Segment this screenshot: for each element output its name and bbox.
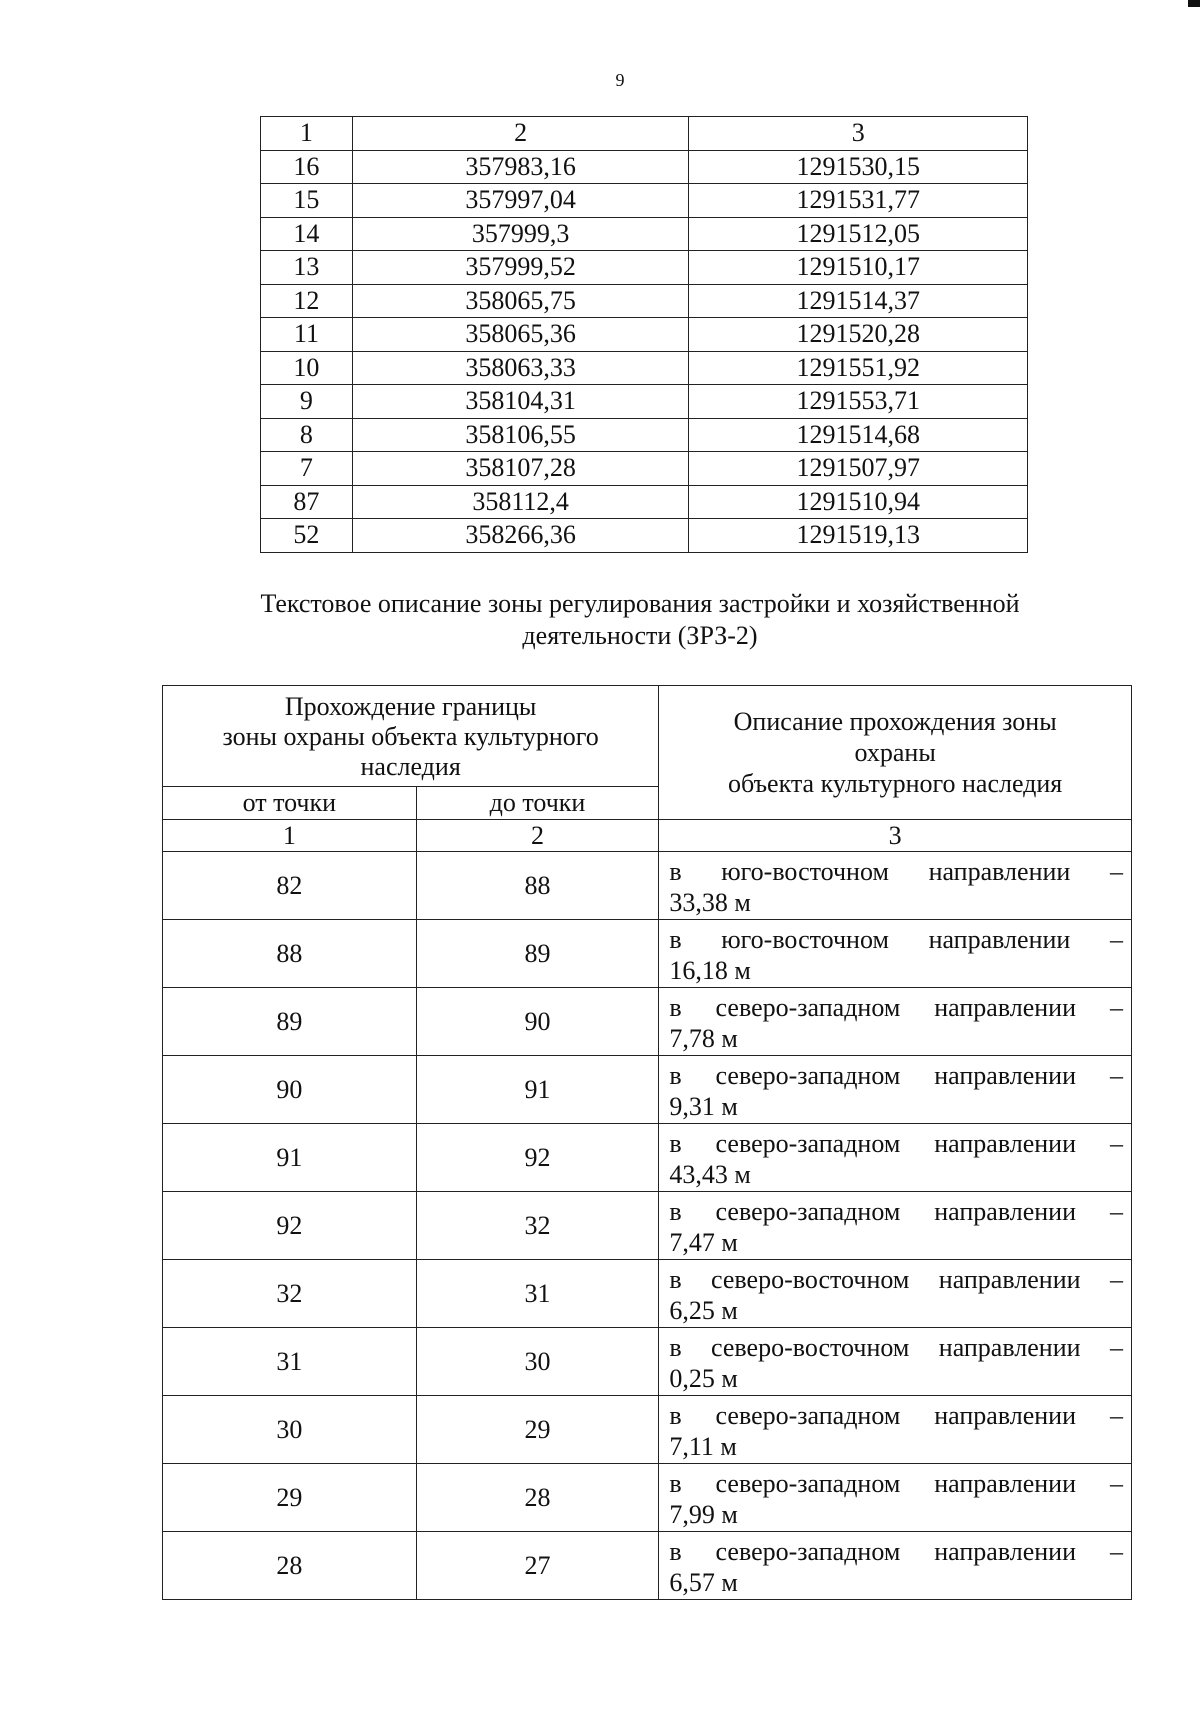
description-dash: – xyxy=(1109,1196,1123,1226)
description-dash: – xyxy=(1109,1060,1123,1090)
description-cell xyxy=(659,1396,1132,1464)
table-row xyxy=(261,284,1028,318)
description-direction: северо-западном xyxy=(715,1060,901,1090)
description-distance: 6,57 м xyxy=(669,1567,738,1597)
boundary-header-line: зоны охраны объекта культурного xyxy=(222,722,599,751)
description-word: направлении xyxy=(934,1468,1077,1498)
description-distance: 16,18 м xyxy=(669,955,751,985)
description-dash: – xyxy=(1109,924,1123,954)
description-distance: 0,25 м xyxy=(669,1363,738,1393)
description-cell xyxy=(659,1532,1132,1600)
description-dash: – xyxy=(1109,1332,1123,1362)
table-row xyxy=(261,251,1028,285)
to-point-cell: 30 xyxy=(416,1328,659,1396)
table-row xyxy=(261,385,1028,419)
description-preposition: в xyxy=(669,1332,682,1362)
to-point-cell: 91 xyxy=(416,1056,659,1124)
table-row xyxy=(163,1260,1132,1328)
description-cell xyxy=(659,852,1132,920)
description-dash: – xyxy=(1109,1468,1123,1498)
description-distance: 9,31 м xyxy=(669,1091,738,1121)
description-direction: северо-западном xyxy=(715,1536,901,1566)
description-dash: – xyxy=(1109,1128,1123,1158)
description-cell xyxy=(659,1124,1132,1192)
from-point-cell: 88 xyxy=(163,920,417,988)
description-word: направлении xyxy=(934,1128,1077,1158)
column-number-cell: 1 xyxy=(163,820,417,852)
description-direction: северо-западном xyxy=(715,992,901,1022)
y-coordinate-cell: 1291531,77 xyxy=(689,184,1028,218)
table-row xyxy=(163,920,1132,988)
description-distance: 7,78 м xyxy=(669,1023,738,1053)
description-direction: северо-западном xyxy=(715,1400,901,1430)
description-dash: – xyxy=(1109,1264,1123,1294)
y-coordinate-cell: 1291530,15 xyxy=(689,150,1028,184)
from-point-cell: 32 xyxy=(163,1260,417,1328)
description-dash: – xyxy=(1109,856,1123,886)
description-preposition: в xyxy=(669,1400,682,1430)
zone-boundary-table xyxy=(162,685,1132,1600)
table-row xyxy=(261,351,1028,385)
y-coordinate-cell: 1291520,28 xyxy=(689,318,1028,352)
boundary-header-cell xyxy=(163,686,659,787)
point-number-cell: 52 xyxy=(261,519,353,553)
table-row xyxy=(261,418,1028,452)
from-point-cell: 29 xyxy=(163,1464,417,1532)
point-number-cell: 14 xyxy=(261,217,353,251)
y-coordinate-cell: 1291510,94 xyxy=(689,485,1028,519)
description-line xyxy=(669,1536,1123,1567)
description-preposition: в xyxy=(669,1264,682,1294)
y-coordinate-cell: 1291519,13 xyxy=(689,519,1028,553)
description-dash: – xyxy=(1109,992,1123,1022)
description-line xyxy=(669,1128,1123,1159)
description-preposition: в xyxy=(669,1060,682,1090)
description-dash: – xyxy=(1109,1400,1123,1430)
point-number-cell: 16 xyxy=(261,150,353,184)
to-point-cell: 92 xyxy=(416,1124,659,1192)
from-point-header: от точки xyxy=(163,787,417,820)
point-number-cell: 15 xyxy=(261,184,353,218)
to-point-cell: 90 xyxy=(416,988,659,1056)
to-point-header: до точки xyxy=(416,787,659,820)
column-number-cell: 3 xyxy=(659,820,1132,852)
description-header-line: объекта культурного наследия xyxy=(728,769,1063,798)
description-line xyxy=(669,1332,1123,1363)
table-row xyxy=(163,1056,1132,1124)
x-coordinate-cell: 358063,33 xyxy=(352,351,689,385)
coordinates-table-body xyxy=(261,117,1028,553)
from-point-cell: 90 xyxy=(163,1056,417,1124)
table-row xyxy=(261,519,1028,553)
from-point-cell: 82 xyxy=(163,852,417,920)
point-number-cell: 9 xyxy=(261,385,353,419)
description-line xyxy=(669,1264,1123,1295)
to-point-cell: 29 xyxy=(416,1396,659,1464)
to-point-cell: 27 xyxy=(416,1532,659,1600)
x-coordinate-cell: 358107,28 xyxy=(352,452,689,486)
description-distance: 6,25 м xyxy=(669,1295,738,1325)
description-word: направлении xyxy=(934,1536,1077,1566)
x-coordinate-cell: 357999,52 xyxy=(352,251,689,285)
description-cell xyxy=(659,920,1132,988)
table-row xyxy=(163,1124,1132,1192)
description-cell xyxy=(659,988,1132,1056)
description-line xyxy=(669,1196,1123,1227)
description-line xyxy=(669,1060,1123,1091)
point-number-cell: 12 xyxy=(261,284,353,318)
table-row xyxy=(261,452,1028,486)
from-point-cell: 28 xyxy=(163,1532,417,1600)
coordinates-header-row xyxy=(261,117,1028,151)
description-word: направлении xyxy=(928,856,1071,886)
x-coordinate-cell: 357983,16 xyxy=(352,150,689,184)
x-coordinate-cell: 358266,36 xyxy=(352,519,689,553)
table-row xyxy=(261,184,1028,218)
description-cell xyxy=(659,1464,1132,1532)
coordinates-header-cell: 2 xyxy=(352,117,689,151)
description-preposition: в xyxy=(669,856,682,886)
description-direction: северо-восточном xyxy=(711,1264,910,1294)
table-row xyxy=(163,988,1132,1056)
point-number-cell: 11 xyxy=(261,318,353,352)
description-distance: 43,43 м xyxy=(669,1159,751,1189)
point-number-cell: 87 xyxy=(261,485,353,519)
description-distance: 33,38 м xyxy=(669,887,751,917)
coordinates-header-cell: 3 xyxy=(689,117,1028,151)
zone-title-line: Текстовое описание зоны регулирования застройки и хозяйственной xyxy=(260,589,1020,618)
description-cell xyxy=(659,1192,1132,1260)
description-word: направлении xyxy=(938,1332,1081,1362)
column-number-cell: 2 xyxy=(416,820,659,852)
column-number-row xyxy=(163,820,1132,852)
description-cell xyxy=(659,1056,1132,1124)
description-preposition: в xyxy=(669,992,682,1022)
table-row xyxy=(261,150,1028,184)
description-header-cell xyxy=(659,686,1132,820)
description-line xyxy=(669,1468,1123,1499)
description-distance: 7,47 м xyxy=(669,1227,738,1257)
description-preposition: в xyxy=(669,1468,682,1498)
description-preposition: в xyxy=(669,924,682,954)
description-direction: юго-восточном xyxy=(721,924,889,954)
description-dash: – xyxy=(1109,1536,1123,1566)
table-row xyxy=(163,1396,1132,1464)
table-row xyxy=(261,217,1028,251)
zone-header-row xyxy=(163,686,1132,787)
table-row xyxy=(261,485,1028,519)
point-number-cell: 10 xyxy=(261,351,353,385)
table-row xyxy=(163,1192,1132,1260)
table-row xyxy=(261,318,1028,352)
x-coordinate-cell: 358112,4 xyxy=(352,485,689,519)
from-point-cell: 30 xyxy=(163,1396,417,1464)
description-preposition: в xyxy=(669,1536,682,1566)
y-coordinate-cell: 1291507,97 xyxy=(689,452,1028,486)
x-coordinate-cell: 358065,36 xyxy=(352,318,689,352)
y-coordinate-cell: 1291514,68 xyxy=(689,418,1028,452)
coordinates-table xyxy=(260,116,1028,553)
from-point-cell: 92 xyxy=(163,1192,417,1260)
description-header-line: Описание прохождения зоны xyxy=(733,707,1057,736)
boundary-header-line: Прохождение границы xyxy=(284,692,537,721)
description-word: направлении xyxy=(938,1264,1081,1294)
table-row xyxy=(163,1532,1132,1600)
x-coordinate-cell: 358065,75 xyxy=(352,284,689,318)
to-point-cell: 88 xyxy=(416,852,659,920)
description-direction: северо-западном xyxy=(715,1468,901,1498)
point-number-cell: 13 xyxy=(261,251,353,285)
description-distance: 7,99 м xyxy=(669,1499,738,1529)
to-point-cell: 32 xyxy=(416,1192,659,1260)
page-number: 9 xyxy=(615,70,625,90)
y-coordinate-cell: 1291551,92 xyxy=(689,351,1028,385)
y-coordinate-cell: 1291510,17 xyxy=(689,251,1028,285)
description-direction: юго-восточном xyxy=(721,856,889,886)
zone-boundary-table-body xyxy=(163,686,1132,1600)
x-coordinate-cell: 357997,04 xyxy=(352,184,689,218)
description-direction: северо-восточном xyxy=(711,1332,910,1362)
description-preposition: в xyxy=(669,1128,682,1158)
zone-title-line: деятельности (ЗРЗ-2) xyxy=(522,621,758,650)
description-word: направлении xyxy=(934,992,1077,1022)
to-point-cell: 31 xyxy=(416,1260,659,1328)
description-preposition: в xyxy=(669,1196,682,1226)
x-coordinate-cell: 358104,31 xyxy=(352,385,689,419)
description-distance: 7,11 м xyxy=(669,1431,737,1461)
zone-title xyxy=(200,588,1080,652)
point-number-cell: 8 xyxy=(261,418,353,452)
description-line xyxy=(669,856,1123,887)
table-row xyxy=(163,1328,1132,1396)
scan-corner-mark xyxy=(1188,0,1200,7)
boundary-header-line: наследия xyxy=(360,752,461,781)
description-line xyxy=(669,992,1123,1023)
description-header-line: охраны xyxy=(854,738,936,767)
description-word: направлении xyxy=(934,1400,1077,1430)
point-number-cell: 7 xyxy=(261,452,353,486)
description-direction: северо-западном xyxy=(715,1128,901,1158)
y-coordinate-cell: 1291553,71 xyxy=(689,385,1028,419)
description-cell xyxy=(659,1260,1132,1328)
x-coordinate-cell: 358106,55 xyxy=(352,418,689,452)
description-cell xyxy=(659,1328,1132,1396)
description-word: направлении xyxy=(934,1196,1077,1226)
x-coordinate-cell: 357999,3 xyxy=(352,217,689,251)
to-point-cell: 28 xyxy=(416,1464,659,1532)
description-word: направлении xyxy=(928,924,1071,954)
coordinates-header-cell: 1 xyxy=(261,117,353,151)
description-direction: северо-западном xyxy=(715,1196,901,1226)
y-coordinate-cell: 1291512,05 xyxy=(689,217,1028,251)
description-word: направлении xyxy=(934,1060,1077,1090)
from-point-cell: 91 xyxy=(163,1124,417,1192)
description-line xyxy=(669,924,1123,955)
description-line xyxy=(669,1400,1123,1431)
from-point-cell: 89 xyxy=(163,988,417,1056)
table-row xyxy=(163,1464,1132,1532)
table-row xyxy=(163,852,1132,920)
y-coordinate-cell: 1291514,37 xyxy=(689,284,1028,318)
to-point-cell: 89 xyxy=(416,920,659,988)
from-point-cell: 31 xyxy=(163,1328,417,1396)
